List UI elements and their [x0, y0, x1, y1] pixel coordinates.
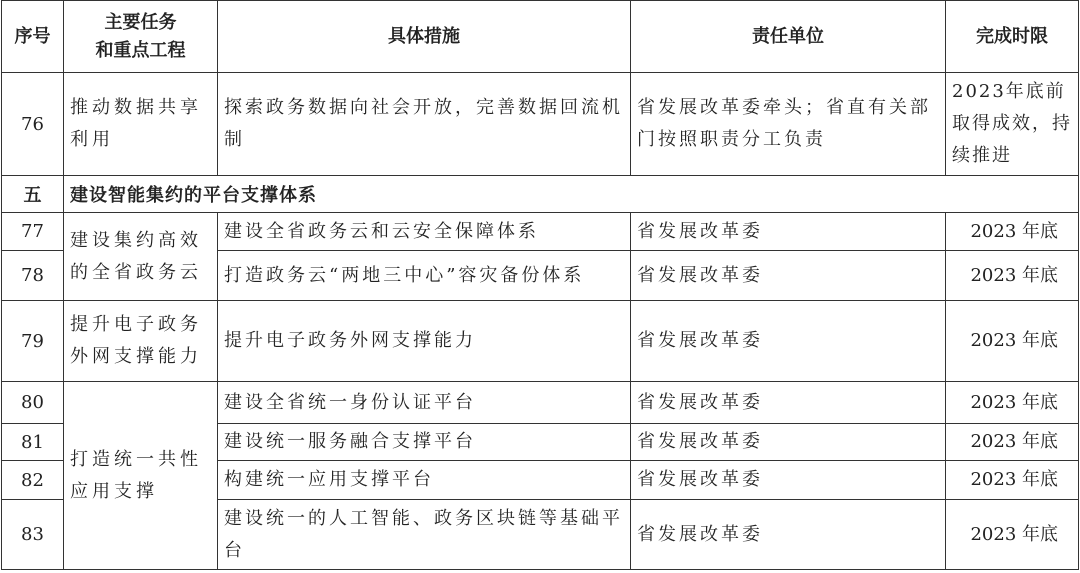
- row-deadline: 2023 年底: [946, 424, 1079, 461]
- table-row: [2, 382, 1079, 424]
- row-seq: 80: [2, 382, 64, 424]
- section-row: [2, 176, 1079, 213]
- row-deadline: 2023 年底: [946, 382, 1079, 424]
- row-measure: 提升电子政务外网支撑能力: [218, 301, 631, 382]
- row-deadline: 2023 年底: [946, 500, 1079, 570]
- header-task-line1: 主要任务: [104, 11, 177, 33]
- row-task: 建设集约高效的全省政务云: [64, 213, 218, 301]
- row-unit: 省发展改革委: [631, 461, 946, 500]
- row-task: 提升电子政务外网支撑能力: [64, 301, 218, 382]
- table-row: [2, 213, 1079, 251]
- row-unit: 省发展改革委: [631, 382, 946, 424]
- header-task: [64, 1, 218, 73]
- row-seq: 76: [2, 73, 64, 176]
- row-unit: 省发展改革委: [631, 424, 946, 461]
- header-row: [2, 1, 1079, 73]
- row-task: 推动数据共享利用: [64, 73, 218, 176]
- row-measure: 打造政务云“两地三中心”容灾备份体系: [218, 251, 631, 301]
- row-deadline: 2023 年底: [946, 301, 1079, 382]
- row-task: 打造统一共性应用支撑: [64, 382, 218, 570]
- row-seq: 83: [2, 500, 64, 570]
- row-unit: 省发展改革委: [631, 251, 946, 301]
- row-measure: 建设统一的人工智能、政务区块链等基础平台: [218, 500, 631, 570]
- row-measure: 建设全省统一身份认证平台: [218, 382, 631, 424]
- row-measure: 探索政务数据向社会开放，完善数据回流机制: [218, 73, 631, 176]
- section-title: 建设智能集约的平台支撑体系: [64, 176, 1079, 213]
- row-deadline: 2023 年底: [946, 251, 1079, 301]
- header-deadline: 完成时限: [946, 1, 1079, 73]
- task-table: [1, 0, 1079, 570]
- row-seq: 81: [2, 424, 64, 461]
- table-row: [2, 73, 1079, 176]
- table-row: [2, 301, 1079, 382]
- header-measure: 具体措施: [218, 1, 631, 73]
- row-deadline: 2023年底前取得成效，持续推进: [946, 73, 1079, 176]
- row-deadline: 2023 年底: [946, 213, 1079, 251]
- row-measure: 构建统一应用支撑平台: [218, 461, 631, 500]
- row-unit: 省发展改革委: [631, 500, 946, 570]
- row-seq: 78: [2, 251, 64, 301]
- row-seq: 77: [2, 213, 64, 251]
- row-seq: 82: [2, 461, 64, 500]
- row-measure: 建设统一服务融合支撑平台: [218, 424, 631, 461]
- row-unit: 省发展改革委牵头；省直有关部门按照职责分工负责: [631, 73, 946, 176]
- row-deadline: 2023 年底: [946, 461, 1079, 500]
- row-seq: 79: [2, 301, 64, 382]
- header-task-line2: 和重点工程: [95, 39, 186, 61]
- header-seq: 序号: [2, 1, 64, 73]
- header-unit: 责任单位: [631, 1, 946, 73]
- row-unit: 省发展改革委: [631, 213, 946, 251]
- section-seq: 五: [2, 176, 64, 213]
- row-measure: 建设全省政务云和云安全保障体系: [218, 213, 631, 251]
- row-unit: 省发展改革委: [631, 301, 946, 382]
